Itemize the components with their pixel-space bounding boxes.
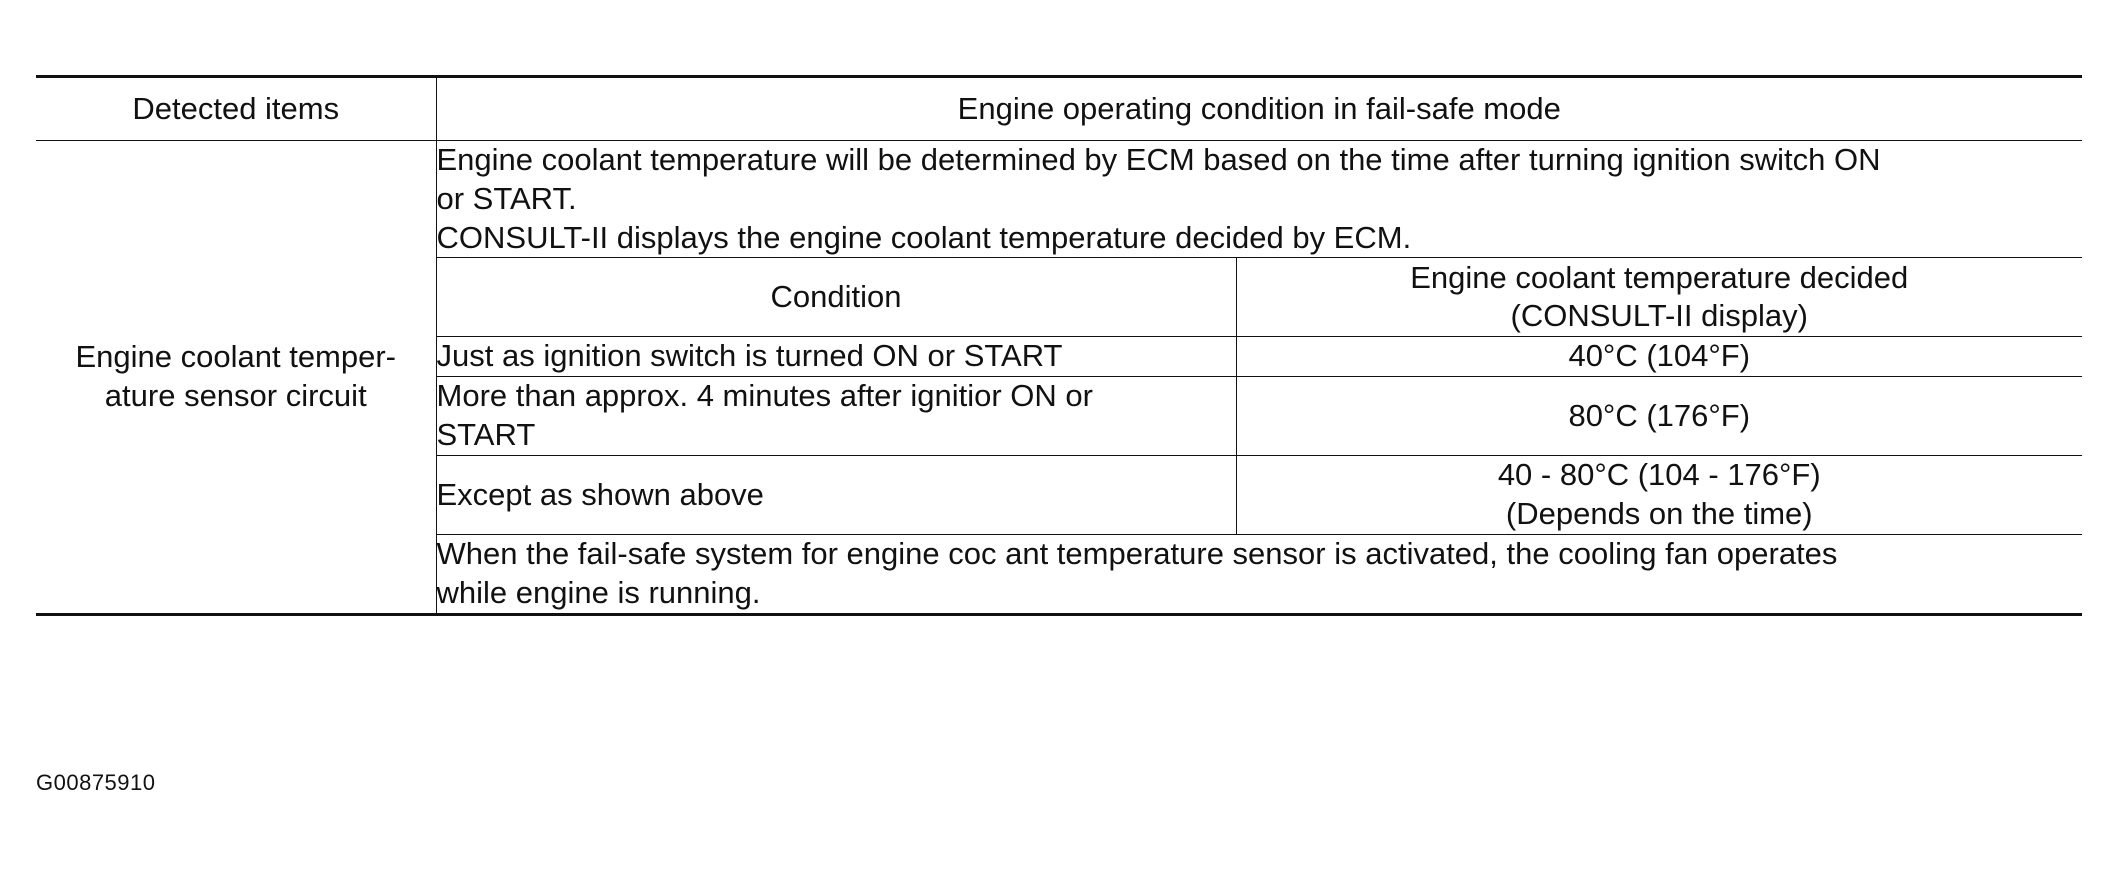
row-condition-line1: Just as ignition switch is turned ON or START [436, 338, 1063, 374]
row-condition-line2: START [436, 417, 536, 452]
figure-code: G00875910 [36, 770, 156, 795]
fail-safe-table [36, 75, 2082, 616]
row-value [1236, 456, 2082, 535]
header-detected-items: Detected items [36, 77, 436, 141]
detected-item-cell [36, 141, 436, 615]
row-value [1236, 337, 2082, 377]
row-value-line1: 40°C (104°F) [1568, 338, 1751, 374]
intro-line3: CONSULT-II displays the engine coolant temperature decided by ECM. [436, 219, 1412, 255]
sub-header-decided-line2: (CONSULT-II display) [1510, 298, 1808, 334]
table-header-row [36, 77, 2082, 141]
note-cell [436, 535, 2082, 615]
row-value-line1: 40 - 80°C (104 - 176°F) [1497, 457, 1821, 493]
note-line1: When the fail-safe system for engine coc ant temperature sensor is activated, the cooling fan operates [436, 536, 1838, 571]
row-condition [436, 337, 1236, 377]
detected-item-line1: Engine coolant temper- [75, 339, 397, 374]
row-value-line2: (Depends on the time) [1505, 496, 1813, 531]
intro-line2: or START. [436, 180, 577, 216]
row-value [1236, 377, 2082, 456]
sub-header-decided-line1: Engine coolant temperature decided [1410, 259, 1909, 295]
detected-item-line2: ature sensor circuit [104, 377, 367, 413]
intro-row [36, 141, 2082, 258]
intro-cell [436, 141, 2082, 258]
sub-header-decided [1236, 258, 2082, 337]
note-line2: while engine is running. [436, 574, 761, 610]
intro-line1: Engine coolant temperature will be determined by ECM based on the time after turning ignition switch ON [436, 142, 1881, 177]
header-engine-condition: Engine operating condition in fail-safe mode [436, 77, 2082, 141]
row-condition [436, 456, 1236, 535]
row-condition-line1: More than approx. 4 minutes after ignitior ON or [436, 378, 1093, 414]
row-condition-line1: Except as shown above [436, 476, 764, 512]
sub-header-condition: Condition [436, 258, 1236, 337]
row-value-line1: 80°C (176°F) [1568, 397, 1751, 433]
row-condition [436, 377, 1236, 456]
